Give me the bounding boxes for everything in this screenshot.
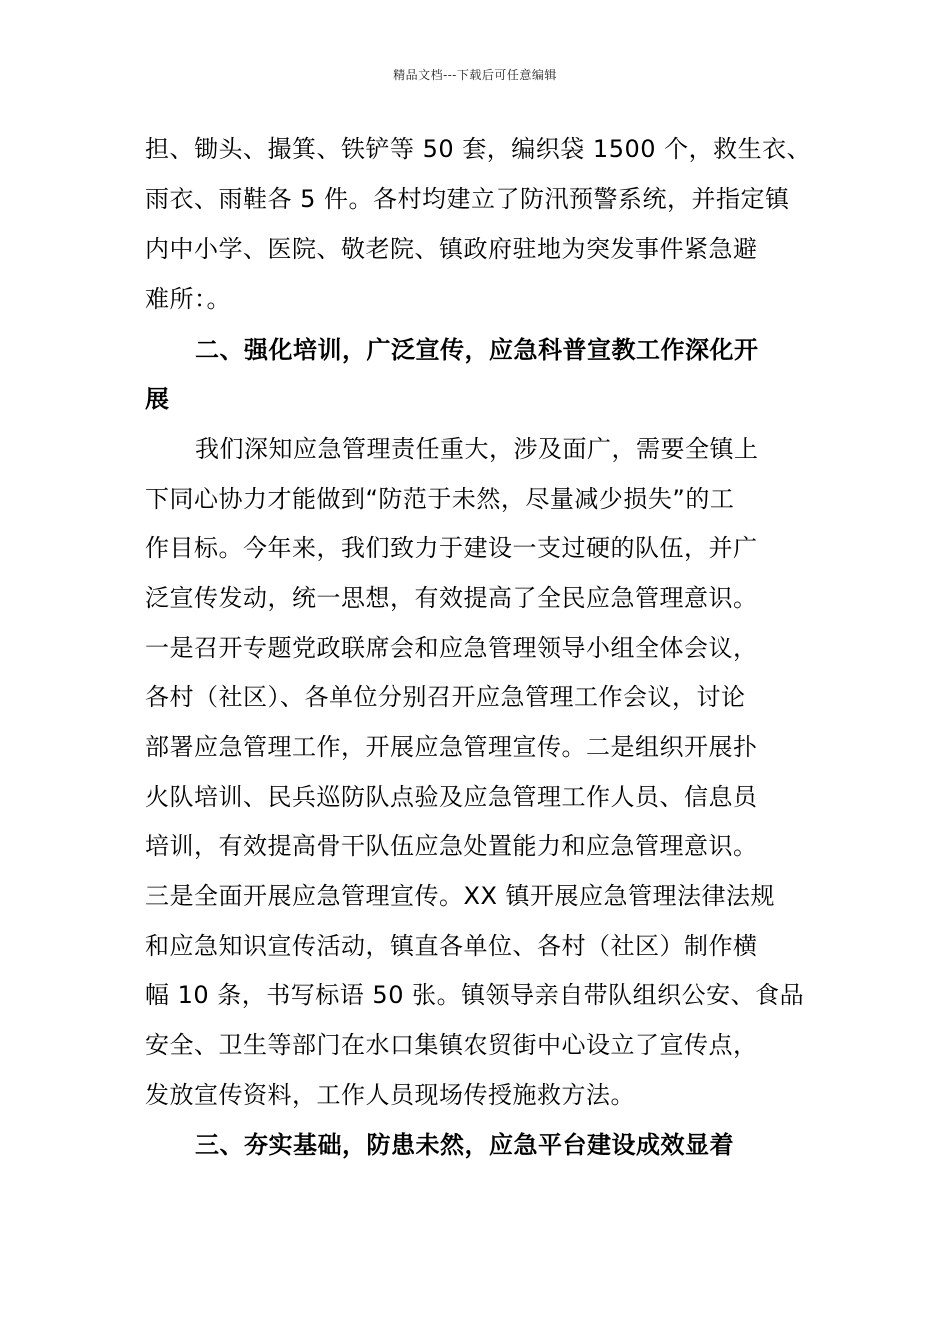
body-line: 发放宣传资料，工作人员现场传授施救方法。: [145, 1081, 635, 1109]
section-heading-2-cont: 展: [145, 385, 170, 413]
body-line: 内中小学、医院、敬老院、镇政府驻地为突发事件紧急避: [145, 235, 758, 263]
body-line: 作目标。今年来，我们致力于建设一支过硬的队伍，并广: [145, 534, 758, 562]
section-heading-3: 三、夯实基础，防患未然，应急平台建设成效显着: [195, 1131, 734, 1159]
body-line: 一是召开专题党政联席会和应急管理领导小组全体会议，: [145, 634, 758, 662]
body-line: 下同心协力才能做到“防范于未然，尽量减少损失”的工: [145, 485, 735, 513]
body-line: 各村（社区）、各单位分别召开应急管理工作会议，讨论: [145, 683, 746, 711]
body-line: 泛宣传发动，统一思想，有效提高了全民应急管理意识。: [145, 584, 758, 612]
page-header: 精品文档---下载后可任意编辑: [393, 68, 557, 82]
body-line: 担、锄头、撮箕、铁铲等 50 套，编织袋 1500 个，救生衣、: [145, 135, 812, 163]
body-line: 难所：。: [145, 285, 231, 313]
section-heading-2: 二、强化培训，广泛宣传，应急科普宣教工作深化开: [195, 336, 759, 364]
body-line: 我们深知应急管理责任重大，涉及面广，需要全镇上: [195, 435, 759, 463]
body-line: 幅 10 条，书写标语 50 张。镇领导亲自带队组织公安、食品: [145, 981, 805, 1009]
body-line: 培训，有效提高骨干队伍应急处置能力和应急管理意识。: [145, 832, 758, 860]
body-line: 部署应急管理工作，开展应急管理宣传。二是组织开展扑: [145, 733, 758, 761]
body-line: 和应急知识宣传活动，镇直各单位、各村（社区）制作横: [145, 932, 758, 960]
body-line: 安全、卫生等部门在水口集镇农贸街中心设立了宣传点，: [145, 1031, 758, 1059]
body-line: 雨衣、雨鞋各 5 件。各村均建立了防汛预警系统，并指定镇: [145, 185, 790, 213]
body-line: 三是全面开展应急管理宣传。XX 镇开展应急管理法律法规: [145, 882, 776, 910]
body-line: 火队培训、民兵巡防队点验及应急管理工作人员、信息员: [145, 783, 758, 811]
